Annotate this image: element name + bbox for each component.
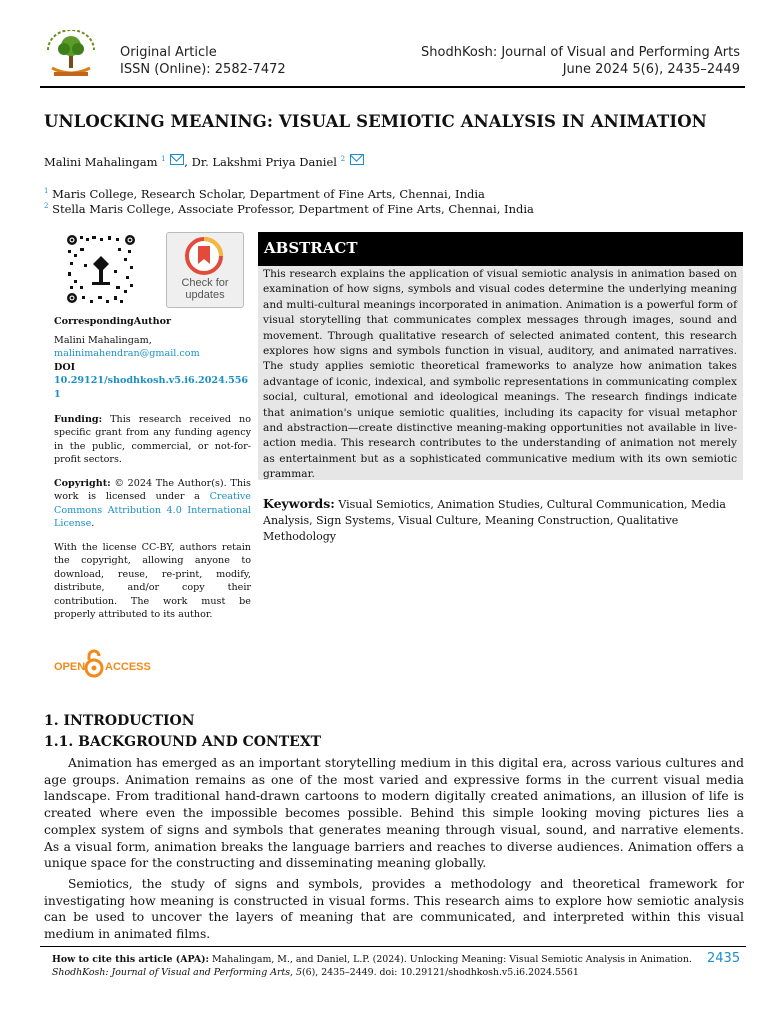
- body-text: [44, 755, 744, 872]
- body-text: [44, 876, 744, 943]
- bookmark-icon: [184, 236, 224, 276]
- open-lock-icon: [84, 648, 104, 678]
- footer-divider: [40, 946, 746, 947]
- funding-block: [54, 413, 251, 467]
- author-name: Malini Mahalingam: [44, 155, 158, 169]
- license-period: .: [91, 518, 95, 530]
- check-for-updates-label: [166, 277, 244, 301]
- author-affiliation-ref: 1: [161, 155, 166, 164]
- article-title: UNLOCKING MEANING: VISUAL SEMIOTIC ANALYSIS IN ANIMATION: [44, 112, 707, 131]
- author-list: Malini Mahalingam $^1$ , Dr. Lakshmi Priya Daniel $^2$: [44, 154, 364, 169]
- section-heading: 1. INTRODUCTION: [44, 713, 195, 729]
- license-note: With the license CC-BY, authors retain the copyright, allowing anyone to download, reuse, re-print, modify, distribute, and/or copy their contribution. The work must be properly attributed to its author.: [54, 542, 251, 621]
- journal-issue: June 2024 5(6), 2435–2449: [562, 62, 740, 77]
- copyright-text: © 2024 The Author(s). This work is licensed under a: [54, 478, 251, 503]
- header-divider: [40, 86, 745, 88]
- email-icon[interactable]: [170, 154, 184, 165]
- journal-logo: [40, 30, 102, 80]
- qr-code[interactable]: [66, 234, 136, 304]
- cite-rest: (6), 2435–2449. doi: 10.29121/shodhkosh.v5.i6.2024.5561: [301, 967, 579, 978]
- citation: [52, 953, 692, 979]
- doi-line2[interactable]: 1: [54, 388, 61, 400]
- corresponding-author-email[interactable]: malinimahendran@gmail.com: [54, 348, 200, 360]
- open-access-left: OPEN: [54, 661, 86, 673]
- article-meta: [120, 44, 286, 78]
- cite-label: How to cite this article (APA):: [52, 954, 210, 965]
- open-access-right: ACCESS: [105, 661, 151, 673]
- license-link[interactable]: Creative Commons Attribution 4.0 International License: [54, 491, 251, 530]
- keywords-label: Keywords:: [263, 496, 335, 511]
- affiliation-text: Stella Maris College, Associate Professor, Department of Fine Arts, Chennai, India: [52, 202, 534, 216]
- paragraph: Semiotics, the study of signs and symbols, provides a methodology and theoretical framework for investigating how meaning is constructed in visual forms. This research aims to explore how semiotic analysis can be used to uncover the layers of meaning that are communicated, and interpreted within this visual medium in animated films.: [44, 877, 744, 942]
- cite-journal: ShodhKosh: Journal of Visual and Performing Arts, 5: [52, 967, 302, 978]
- affiliation: [44, 202, 534, 216]
- keywords-text: Visual Semiotics, Animation Studies, Cultural Communication, Media Analysis, Sign Systems, Visual Culture, Meaning Construction, Qualitative Methodology: [263, 498, 726, 543]
- corresponding-author-details: [54, 334, 251, 401]
- issn: ISSN (Online): 2582-7472: [120, 62, 286, 77]
- corresponding-author-name: Malini Mahalingam,: [54, 335, 152, 346]
- paragraph: Animation has emerged as an important storytelling medium in this digital era, across various cultures and age groups. Animation remains as one of the most varied and expressive forms in the current visual media landscape. From traditional hand-drawn cartoons to modern digitally created animations, an illusion of life is created where even the impossible becomes possible. Behind this simple looking moving pictures lies a complex system of signs and symbols that generates meaning through visual, sound, and narrative elements. As a visual form, animation breaks the language barriers and reaches to diverse audiences. Animation offers a unique space for the constructing and disseminating meaning globally.: [44, 756, 744, 871]
- check-for-updates-line1: Check for: [181, 277, 229, 289]
- affiliation-text: Maris College, Research Scholar, Department of Fine Arts, Chennai, India: [52, 187, 485, 201]
- author-affiliation-ref: 2: [340, 155, 346, 164]
- corresponding-author-label: CorrespondingAuthor: [54, 316, 172, 327]
- affiliation: [44, 187, 485, 201]
- journal-meta: [421, 44, 740, 78]
- keywords: [263, 496, 738, 545]
- affiliation-ref: 1: [44, 187, 49, 196]
- subsection-heading: 1.1. BACKGROUND AND CONTEXT: [44, 734, 322, 750]
- abstract-text: This research explains the application of visual semiotic analysis in animation based on examination of how signs, symbols and visual codes determine the underlying meaning and multi-cultural meanings incorporated in animation. Animation is a powerful form of visual storytelling that communicates complex messages through images, sound and movement. Through qualitative research of selected animated content, this research explores how signs and symbols function in visual, auditory, and animated narratives. The study applies semiotic theoretical frameworks to analyze how animation takes advantage of iconic, indexical, and symbolic representations in communicating complex social, cultural, emotional and ideological meanings. The research findings indicate that animation's unique semiotic qualities, including its capacity for visual metaphor and abstraction—create distinctive meaning-making opportunities not available in live-action media. This research contributes to the understanding of animation not merely as entertainment but as a sophisticated communicative medium with its own semiotic grammar.: [263, 268, 737, 481]
- abstract-heading: ABSTRACT: [264, 239, 358, 257]
- copyright-block: [54, 477, 251, 531]
- article-type: Original Article: [120, 45, 217, 60]
- copyright-label: Copyright:: [54, 478, 111, 489]
- doi-label: DOI: [54, 361, 76, 373]
- journal-name: ShodhKosh: Journal of Visual and Performing Arts: [421, 45, 740, 60]
- corresponding-author-block: [54, 315, 251, 328]
- cite-text: Mahalingam, M., and Daniel, L.P. (2024). Unlocking Meaning: Visual Semiotic Analysis in Animation.: [212, 954, 692, 965]
- page-number: 2435: [707, 951, 741, 966]
- funding-label: Funding:: [54, 414, 103, 425]
- doi-line1[interactable]: 10.29121/shodhkosh.v5.i6.2024.556: [54, 375, 249, 387]
- affiliation-ref: 2: [44, 202, 49, 211]
- email-icon[interactable]: [350, 154, 364, 165]
- check-for-updates-line2: updates: [185, 289, 225, 301]
- doi-link[interactable]: [54, 374, 251, 401]
- funding-text: This research received no specific grant from any funding agency in the public, commercial, or not-for-profit sectors.: [54, 414, 251, 466]
- author-name: Dr. Lakshmi Priya Daniel: [191, 155, 337, 169]
